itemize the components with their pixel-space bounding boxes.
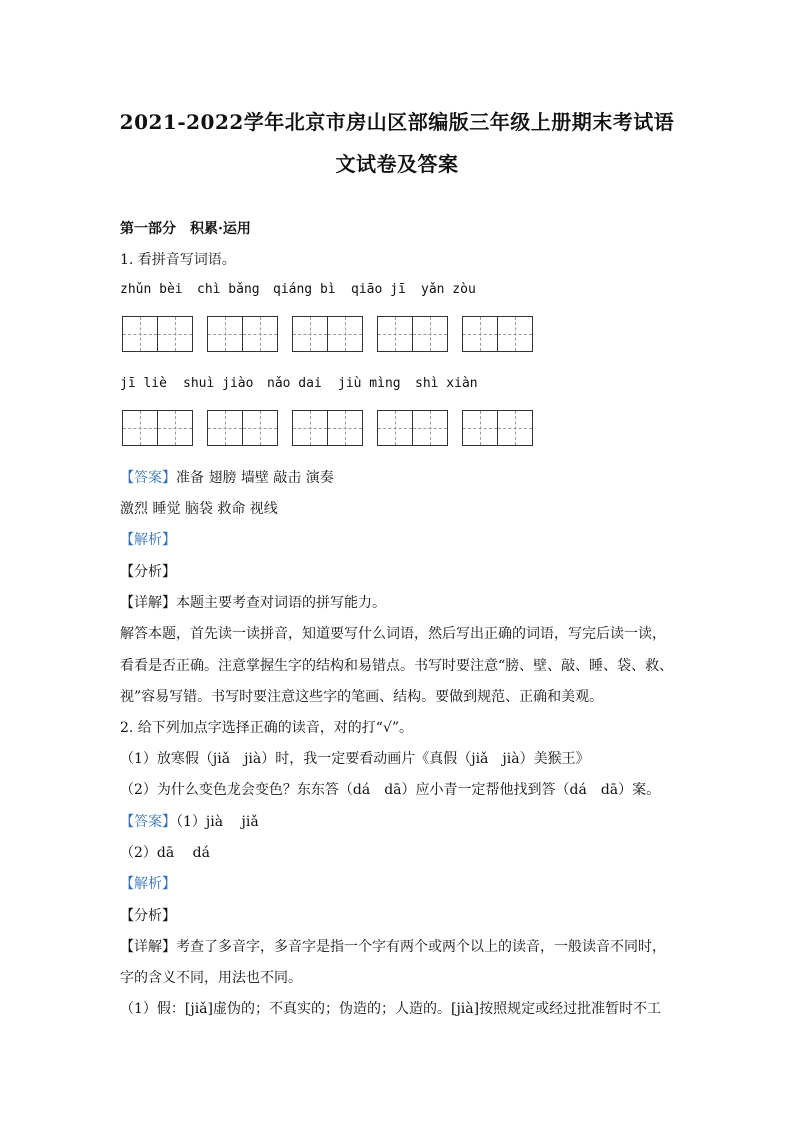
writing-box[interactable] [377, 316, 448, 352]
pinyin-2-5: shì xiàn [415, 376, 478, 391]
pinyin-1-3: qiáng bì [273, 282, 336, 297]
writing-box[interactable] [462, 316, 533, 352]
pinyin-1-5: yǎn zòu [421, 282, 476, 297]
q2-answer-line1 [120, 811, 259, 831]
pinyin-2-1: jī liè [120, 376, 167, 391]
q2-analysis-tag: 【解析】 [120, 876, 176, 892]
writing-box[interactable] [462, 410, 533, 446]
writing-box[interactable] [207, 316, 278, 352]
q2-answer-line2: （2）dā dá [120, 845, 210, 861]
q1-answer-text: 准备 翅膀 墙壁 敲击 演奏 [176, 470, 334, 486]
writing-box[interactable] [122, 410, 193, 446]
q1-prompt: 1. 看拼音写词语。 [120, 252, 236, 268]
q2-item-explain: （1）假：[jiǎ]虚伪的；不真实的；伪造的；人造的。[jià]按照规定或经过批准暂时不工 [120, 1001, 662, 1017]
writing-box[interactable] [292, 410, 363, 446]
q1-para-line3: 视”容易写错。书写时要注意这些字的笔画、结构。要做到规范、正确和美观。 [120, 689, 604, 705]
pinyin-1-2: chì bǎng [197, 282, 260, 297]
q2-item2: （2）为什么变色龙会变色？东东答（dá dā）应小青一定帮他找到答（dá dā）案。 [120, 782, 661, 798]
writing-box[interactable] [122, 316, 193, 352]
writing-box[interactable] [377, 410, 448, 446]
answer-tag: 【答案】 [120, 814, 176, 830]
writing-box[interactable] [207, 410, 278, 446]
pinyin-2-3: nǎo dai [267, 376, 322, 391]
document-title-line2: 文试卷及答案 [335, 152, 459, 176]
section-heading: 第一部分 积累·运用 [120, 221, 251, 237]
detail-tag: 【详解】 [120, 939, 176, 955]
q1-para-line2: 看看是否正确。注意掌握生字的结构和易错点。书写时要注意“膀、壁、敲、睡、袋、救、 [120, 658, 674, 674]
answer-tag: 【答案】 [120, 470, 176, 486]
q2-fenxi-tag: 【分析】 [120, 908, 176, 924]
q1-answer-line2: 激烈 睡觉 脑袋 救命 视线 [120, 501, 278, 517]
detail-tag: 【详解】 [120, 595, 176, 611]
q1-para-line1: 解答本题，首先读一读拼音，知道要写什么词语，然后写出正确的词语，写完后读一读， [120, 626, 666, 642]
pinyin-1-4: qiāo jī [351, 282, 406, 297]
pinyin-2-4: jiù mìng [338, 376, 401, 391]
document-title-line1: 2021-2022学年北京市房山区部编版三年级上册期末考试语 [119, 110, 675, 134]
q1-analysis-tag: 【解析】 [120, 532, 176, 548]
q2-detail-line1 [120, 936, 666, 956]
q2-item1: （1）放寒假（jiǎ jià）时，我一定要看动画片《真假（jiǎ jià）美猴王》 [120, 751, 590, 767]
pinyin-1-1: zhǔn bèi [120, 282, 183, 297]
q2-detail-line2: 字的含义不同，用法也不同。 [120, 970, 302, 986]
writing-box[interactable] [292, 316, 363, 352]
q1-detail [120, 592, 386, 612]
q2-answer-text: （1）jià jiǎ [176, 814, 259, 830]
q1-detail-text: 本题主要考查对词语的拼写能力。 [176, 595, 386, 611]
q2-prompt: 2. 给下列加点字选择正确的读音，对的打“√”。 [120, 720, 414, 736]
q2-detail-text: 考查了多音字，多音字是指一个字有两个或两个以上的读音，一般读音不同时， [176, 939, 666, 955]
q1-fenxi-tag: 【分析】 [120, 564, 176, 580]
pinyin-2-2: shuì jiào [183, 376, 254, 391]
q1-answer-line1 [120, 467, 334, 487]
